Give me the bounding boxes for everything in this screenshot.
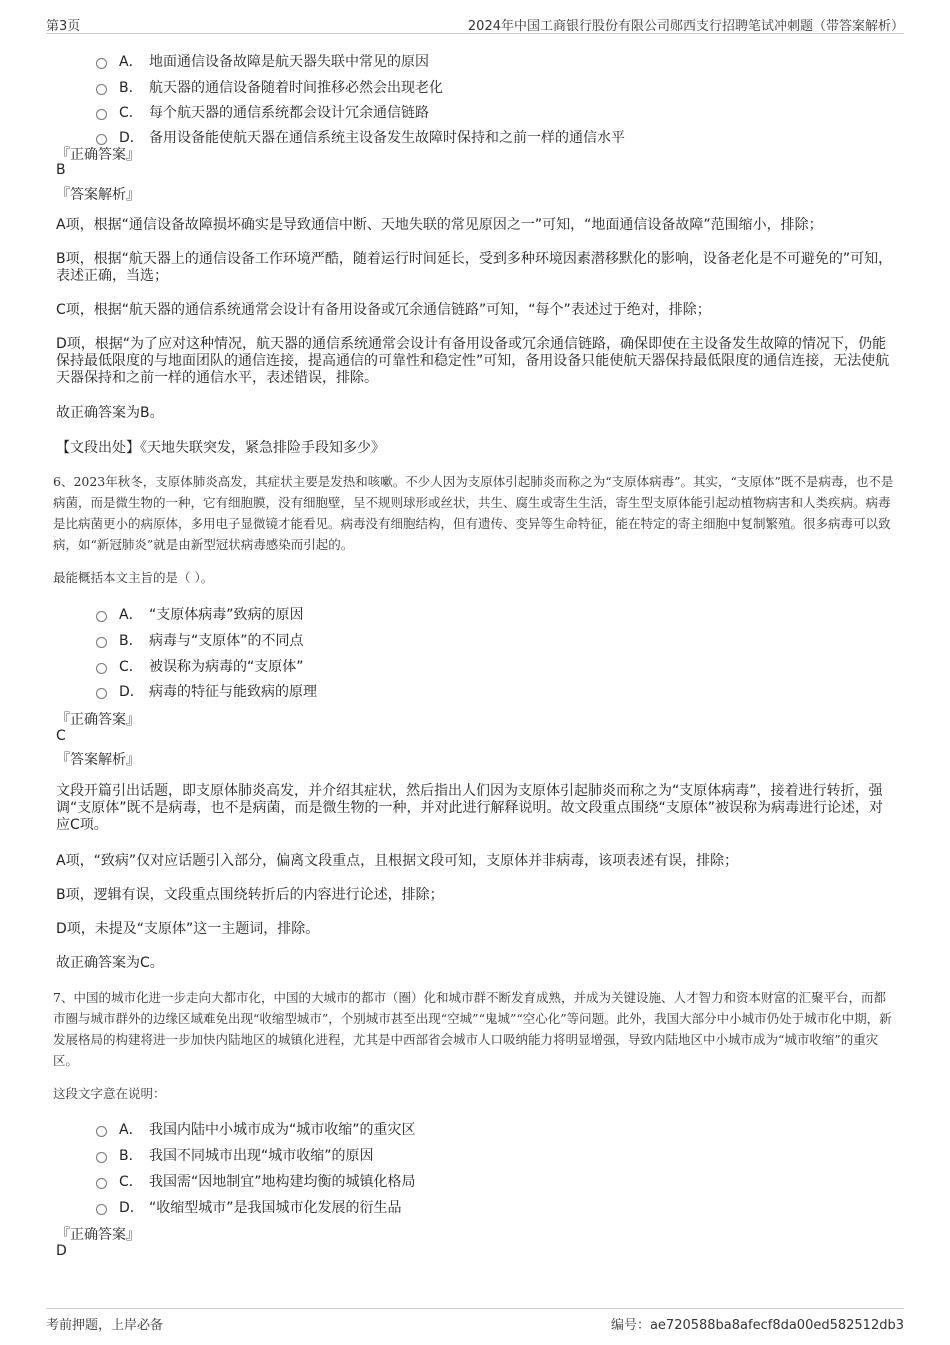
radio-icon[interactable] (96, 637, 107, 648)
q6-analysis-a: A项，“致病”仅对应话题引入部分，偏离文段重点，且根据文段可知，支原体并非病毒，该项表述有误，排除； (56, 853, 739, 869)
radio-icon[interactable] (96, 109, 107, 120)
footer-slogan: 考前押题，上岸必备 (46, 1318, 164, 1333)
q7-option-b[interactable]: B． 我国不同城市出现“城市收缩”的原因 (96, 1145, 374, 1165)
q7-option-a[interactable]: A． 我国内陆中小城市成为“城市收缩”的重灾区 (96, 1119, 416, 1139)
q6-option-b[interactable]: B． 病毒与“支原体”的不同点 (96, 630, 304, 650)
radio-icon[interactable] (96, 663, 107, 674)
radio-icon[interactable] (96, 1126, 107, 1137)
q6-answer: C (56, 728, 66, 744)
footer-divider (46, 1308, 904, 1309)
footer-code-value: ae720588ba8afecf8da00ed582512db3 (649, 1318, 904, 1333)
q5-option-c[interactable]: C． 每个航天器的通信系统都会设计冗余通信链路 (96, 102, 429, 122)
q6-analysis-main: 文段开篇引出话题，即支原体肺炎高发，并介绍其症状，然后指出人们因为支原体引起肺炎而称之为“支原体病毒”，接着进行转折，强调“支原体”既不是病毒，也不是病菌，而是微生物的一种，并对此进行解释说明。故文段重点围绕“支原体”被误称为病毒进行论述，对应C项。 (56, 783, 884, 833)
q6-option-a[interactable]: A． “支原体病毒”致病的原因 (96, 604, 304, 624)
q5-option-d[interactable]: D． 备用设备能使航天器在通信系统主设备发生故障时保持和之前一样的通信水平 (96, 127, 625, 147)
q5-analysis-d: D项，根据“为了应对这种情况，航天器的通信系统通常会设计有备用设备或冗余通信链路，确保即使在主设备发生故障的情况下，仍能保持最低限度的与地面团队的通信连接，提高通信的可靠性和稳定性”可知，备用设备只能使航天器保持最低限度的通信连接，无法使航天器保持和之前一样的通信水平，表述错误，排除。 (56, 336, 890, 386)
q5-answer-label: 『正确答案』 (56, 147, 140, 163)
q5-analysis-c: C项，根据“航天器的通信系统通常会设计有备用设备或冗余通信链路”可知，“每个”表述过于绝对，排除； (56, 302, 711, 318)
q7-option-c[interactable]: C． 我国需“因地制宜”地构建均衡的城镇化格局 (96, 1171, 416, 1191)
radio-icon[interactable] (96, 611, 107, 622)
q6-prompt: 最能概括本文主旨的是（ ）。 (53, 570, 214, 585)
radio-icon[interactable] (96, 1178, 107, 1189)
radio-icon[interactable] (96, 1152, 107, 1163)
q6-analysis-b: B项，逻辑有误，文段重点围绕转折后的内容进行论述，排除； (56, 887, 444, 903)
footer-code (611, 1314, 904, 1333)
page-number: 第3页 (46, 19, 81, 34)
radio-icon[interactable] (96, 688, 107, 699)
q5-analysis-label: 『答案解析』 (56, 187, 140, 203)
radio-icon[interactable] (96, 134, 107, 145)
page-header (0, 0, 950, 34)
q5-analysis-a: A项，根据“通信设备故障损坏确实是导致通信中断、天地失联的常见原因之一”可知，“地面通信设备故障”范围缩小，排除； (56, 217, 823, 233)
q7-option-d[interactable]: D． “收缩型城市”是我国城市化发展的衍生品 (96, 1197, 402, 1217)
q7-answer: D (56, 1243, 67, 1259)
document-title: 2024年中国工商银行股份有限公司郧西支行招聘笔试冲刺题（带答案解析） (467, 19, 904, 34)
q6-stem: 6、2023年秋冬，支原体肺炎高发，其症状主要是发热和咳嗽。不少人因为支原体引起肺炎而称之为“支原体病毒”。其实，“支原体”既不是病毒，也不是病菌，而是微生物的一种，它有细胞膜，没有细胞壁，呈不规则球形或丝状，共生、腐生或寄生生活，寄生型支原体能引起动植物病害和人类疾病。病毒是比病菌更小的病原体，多用电子显微镜才能看见。病毒没有细胞结构，但有遗传、变异等生命特征，能在特定的寄主细胞中复制繁殖。很多病毒可以致病，如“新冠肺炎”就是由新型冠状病毒感染而引起的。 (53, 474, 894, 552)
radio-icon[interactable] (96, 1204, 107, 1215)
q7-stem: 7、中国的城市化进一步走向大都市化，中国的大城市的都市（圈）化和城市群不断发育成熟，并成为关键设施、人才智力和资本财富的汇聚平台，而都市圈与城市群外的边缘区域难免出现“收缩型城市”，个别城市甚至出现“空城”“鬼城”“空心化”等问题。此外，我国大部分中小城市仍处于城市化中期，新发展格局的构建将进一步加快内陆地区的城镇化进程，尤其是中西部省会城市人口吸纳能力将明显增强，导致内陆地区中小城市成为“城市收缩”的重灾区。 (53, 990, 892, 1068)
q6-option-d[interactable]: D． 病毒的特征与能致病的原理 (96, 681, 317, 701)
q6-option-c[interactable]: C． 被误称为病毒的“支原体” (96, 656, 304, 676)
header-divider (46, 33, 904, 34)
q7-prompt: 这段文字意在说明： (53, 1086, 166, 1101)
q5-answer: B (56, 162, 66, 178)
q7-answer-label: 『正确答案』 (56, 1227, 140, 1243)
q5-analysis-b: B项，根据“航天器上的通信设备工作环境严酷，随着运行时间延长，受到多种环境因素潜移默化的影响，设备老化是不可避免的”可知，表述正确，当选； (56, 251, 893, 284)
q5-source: 【文段出处】《天地失联突发，紧急排险手段知多少》 (56, 440, 385, 456)
q6-analysis-d: D项，未提及“支原体”这一主题词，排除。 (56, 921, 320, 937)
q6-answer-label: 『正确答案』 (56, 712, 140, 728)
radio-icon[interactable] (96, 58, 107, 69)
q5-conclusion: 故正确答案为B。 (56, 405, 164, 421)
q5-option-a[interactable]: A． 地面通信设备故障是航天器失联中常见的原因 (96, 51, 429, 71)
q6-analysis-label: 『答案解析』 (56, 752, 140, 768)
footer-code-label: 编号： (610, 1318, 650, 1333)
q5-option-b[interactable]: B． 航天器的通信设备随着时间推移必然会出现老化 (96, 77, 443, 97)
radio-icon[interactable] (96, 84, 107, 95)
q6-conclusion: 故正确答案为C。 (56, 955, 164, 971)
